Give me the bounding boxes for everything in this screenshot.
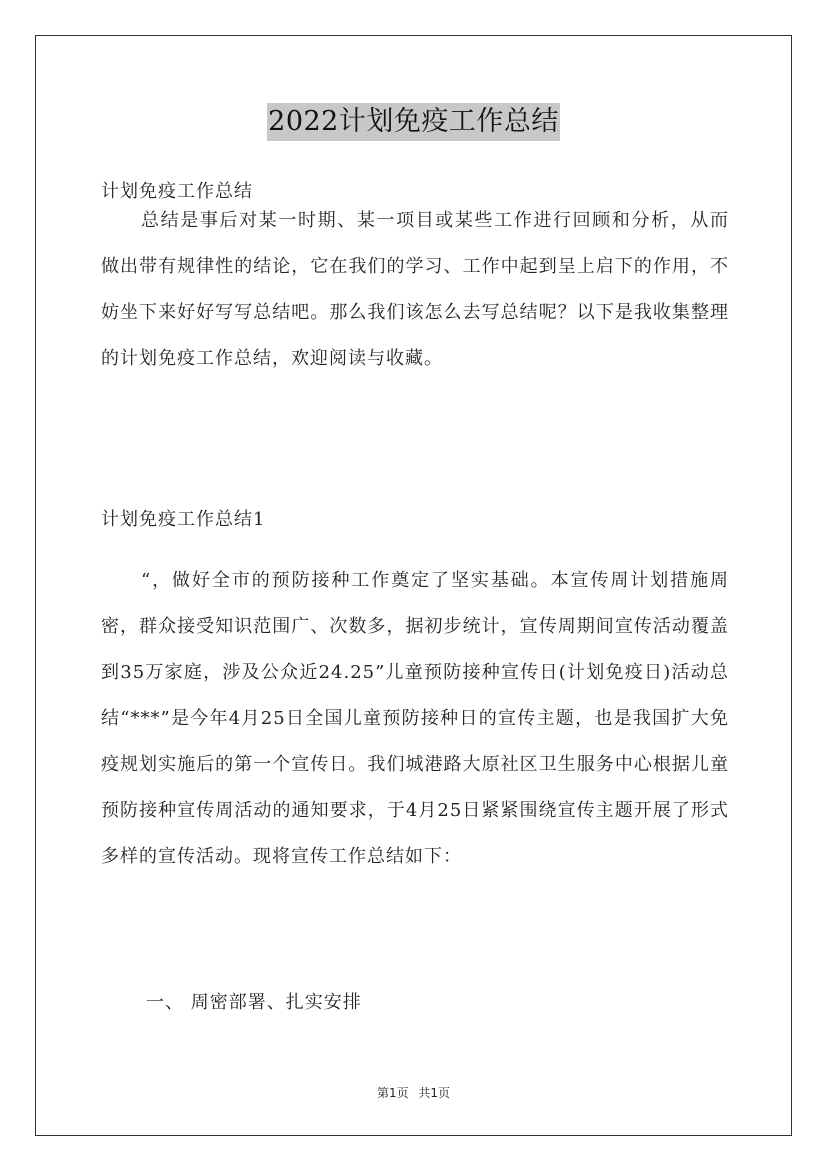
body-paragraph-1: “，做好全市的预防接种工作奠定了坚实基础。本宣传周计划措施周密，群众接受知识范围广、次数多，据初步统计，宣传周期间宣传活动覆盖到35万家庭，涉及公众近24.25”儿童预防接种宣传日(计划免疫日)活动总结“***”是今年4月25日全国儿童预防接种日的宣传主题，也是我国扩大免疫规划实施后的第一个宣传日。我们城港路大原社区卫生服务中心根据儿童预防接种宣传周活动的通知要求，于4月25日紧紧围绕宣传主题开展了形式多样的宣传活动。现将宣传工作总结如下：: [101, 570, 729, 867]
section-heading: 计划免疫工作总结: [101, 181, 253, 202]
page-number-current: 第1页: [376, 1086, 409, 1100]
page-footer: [0, 1084, 827, 1101]
document-title: 2022计划免疫工作总结: [267, 103, 560, 141]
page-number-total: 共1页: [418, 1086, 451, 1100]
intro-paragraph: 总结是事后对某一时期、某一项目或某些工作进行回顾和分析，从而做出带有规律性的结论，它在我们的学习、工作中起到呈上启下的作用，不妨坐下来好好写写总结吧。那么我们该怎么去写总结呢？以下是我收集整理的计划免疫工作总结，欢迎阅读与收藏。: [101, 210, 729, 369]
list-item-1: 一、 周密部署、扎实安排: [146, 992, 362, 1013]
title-container: [0, 103, 827, 141]
subheading-1: 计划免疫工作总结1: [101, 509, 266, 530]
